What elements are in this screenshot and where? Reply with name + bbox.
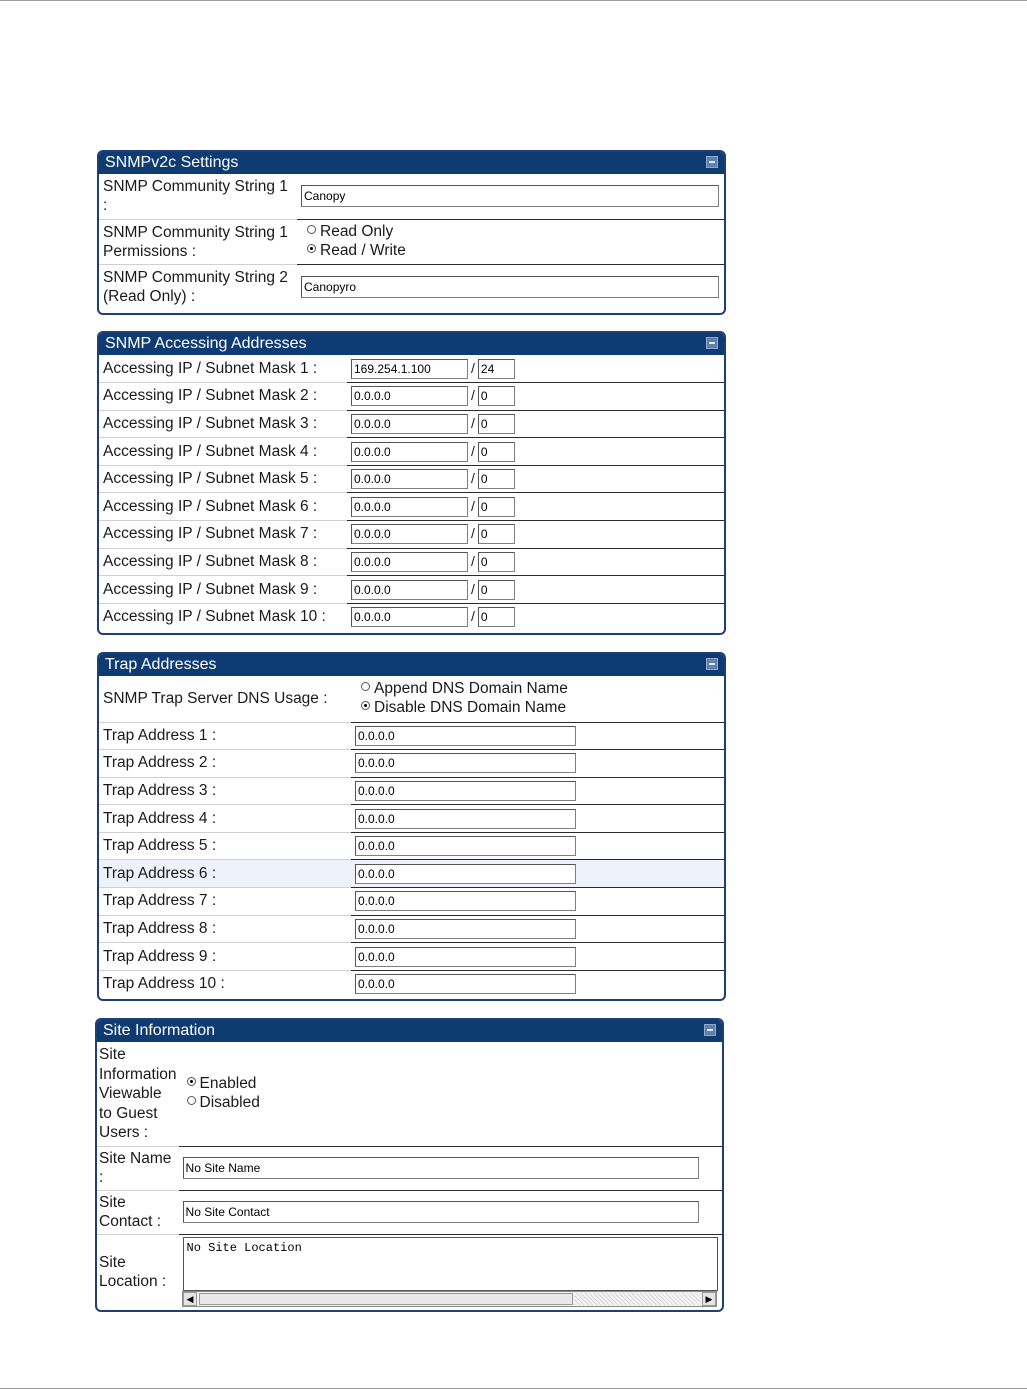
dns-usage-group (351, 676, 724, 722)
accessing-ip-input[interactable] (351, 414, 468, 434)
panel-title: SNMP Accessing Addresses (105, 335, 307, 352)
accessing-row (99, 548, 724, 576)
accessing-label: Accessing IP / Subnet Mask 3 : (99, 410, 347, 438)
collapse-icon[interactable] (706, 337, 718, 349)
trap-address-input[interactable] (355, 781, 576, 801)
accessing-label: Accessing IP / Subnet Mask 4 : (99, 438, 347, 466)
permissions-group (297, 219, 724, 264)
site-table (97, 1042, 722, 1310)
accessing-row (99, 410, 724, 438)
accessing-mask-input[interactable] (478, 607, 515, 627)
radio-read-write[interactable] (307, 244, 316, 253)
viewable-enabled-label: Enabled (199, 1075, 257, 1093)
trap-address-input[interactable] (355, 947, 576, 967)
accessing-label: Accessing IP / Subnet Mask 5 : (99, 465, 347, 493)
accessing-label: Accessing IP / Subnet Mask 8 : (99, 548, 347, 576)
site-name-input[interactable] (183, 1157, 699, 1179)
community2-label: SNMP Community String 2 (Read Only) : (103, 268, 288, 305)
scroll-thumb[interactable] (199, 1293, 573, 1305)
accessing-row (99, 383, 724, 411)
slash-separator: / (471, 525, 475, 542)
scroll-track[interactable] (575, 1293, 700, 1305)
trap-address-input[interactable] (355, 809, 576, 829)
trap-row (99, 805, 724, 833)
trap-label: Trap Address 5 : (99, 832, 351, 860)
accessing-mask-input[interactable] (478, 497, 515, 517)
trap-address-input[interactable] (355, 919, 576, 939)
accessing-label: Accessing IP / Subnet Mask 2 : (99, 383, 347, 411)
accessing-ip-input[interactable] (351, 359, 468, 379)
permission-read-only-label: Read Only (320, 223, 394, 240)
scroll-left-icon[interactable]: ◀ (183, 1292, 197, 1306)
accessing-mask-input[interactable] (478, 359, 515, 379)
trap-label: Trap Address 10 : (103, 975, 225, 993)
trap-row (99, 750, 724, 778)
viewable-label: Site Information Viewable to Guest Users : (97, 1042, 179, 1146)
site-location-textarea[interactable] (183, 1237, 718, 1291)
permission-option-read-only[interactable] (301, 223, 720, 242)
slash-separator: / (471, 580, 475, 597)
accessing-ip-input[interactable] (351, 607, 468, 627)
accessing-label: Accessing IP / Subnet Mask 1 : (99, 355, 347, 383)
dns-usage-label: SNMP Trap Server DNS Usage : (99, 676, 351, 722)
collapse-icon[interactable] (706, 658, 718, 670)
trap-row (99, 832, 724, 860)
trap-row (99, 943, 724, 971)
accessing-ip-input[interactable] (351, 386, 468, 406)
accessing-label: Accessing IP / Subnet Mask 9 : (99, 576, 347, 604)
accessing-mask-input[interactable] (478, 580, 515, 600)
permission-read-write-label: Read / Write (320, 242, 406, 259)
radio-disable-dns[interactable] (361, 701, 370, 710)
collapse-icon[interactable] (704, 1024, 716, 1036)
accessing-row (99, 465, 724, 493)
accessing-ip-input[interactable] (351, 497, 468, 517)
accessing-ip-input[interactable] (351, 552, 468, 572)
horizontal-scrollbar[interactable] (182, 1291, 717, 1307)
accessing-row (99, 355, 724, 383)
radio-read-only[interactable] (307, 225, 316, 234)
trap-label: Trap Address 4 : (99, 805, 351, 833)
accessing-row (99, 438, 724, 466)
slash-separator: / (471, 442, 475, 459)
accessing-mask-input[interactable] (478, 414, 515, 434)
trap-label: Trap Address 3 : (99, 777, 351, 805)
accessing-table (99, 355, 724, 631)
site-name-label: Site Name : (97, 1146, 179, 1190)
viewable-disabled-label: Disabled (199, 1094, 260, 1112)
trap-table (99, 676, 724, 998)
site-contact-input[interactable] (183, 1201, 699, 1223)
trap-address-input[interactable] (355, 726, 576, 746)
panel-header (99, 654, 724, 676)
slash-separator: / (471, 414, 475, 431)
accessing-row (99, 521, 724, 549)
dns-disable-label: Disable DNS Domain Name (374, 699, 567, 717)
site-contact-label: Site Contact : (97, 1190, 179, 1234)
dns-option-disable[interactable] (355, 699, 720, 718)
slash-separator: / (471, 470, 475, 487)
snmpv2c-table (99, 174, 724, 309)
accessing-panel (97, 331, 726, 635)
accessing-mask-input[interactable] (478, 524, 515, 544)
trap-label: Trap Address 6 : (99, 860, 351, 888)
site-panel (95, 1018, 724, 1312)
viewable-group (179, 1042, 722, 1146)
collapse-icon[interactable] (706, 156, 718, 168)
trap-row (99, 722, 724, 750)
slash-separator: / (471, 359, 475, 376)
trap-row (99, 970, 724, 998)
permissions-label: SNMP Community String 1 Permissions : (99, 219, 297, 264)
accessing-mask-input[interactable] (478, 442, 515, 462)
trap-address-input[interactable] (355, 891, 576, 911)
community1-input[interactable] (301, 185, 719, 207)
viewable-option-enabled[interactable] (183, 1075, 718, 1094)
panel-header (99, 152, 724, 174)
radio-append-dns[interactable] (361, 682, 370, 691)
community1-label: SNMP Community String 1 : (99, 174, 297, 219)
panel-title: SNMPv2c Settings (105, 154, 239, 171)
trap-row (99, 860, 724, 888)
trap-address-input[interactable] (355, 753, 576, 773)
accessing-ip-input[interactable] (351, 442, 468, 462)
accessing-ip-input[interactable] (351, 580, 468, 600)
slash-separator: / (471, 497, 475, 514)
accessing-ip-input[interactable] (351, 524, 468, 544)
trap-label: Trap Address 8 : (99, 915, 351, 943)
snmpv2c-panel (97, 150, 726, 315)
top-rule (0, 0, 1027, 1)
accessing-row (99, 603, 724, 631)
slash-separator: / (471, 387, 475, 404)
accessing-label: Accessing IP / Subnet Mask 7 : (99, 521, 347, 549)
trap-label: Trap Address 7 : (99, 888, 351, 916)
trap-panel (97, 652, 726, 1001)
panel-title: Site Information (103, 1022, 216, 1039)
accessing-mask-input[interactable] (478, 552, 515, 572)
site-location-label: Site Location : (99, 1253, 167, 1291)
panel-title: Trap Addresses (105, 656, 217, 673)
trap-row (99, 915, 724, 943)
panel-header (99, 333, 724, 355)
scroll-right-icon[interactable]: ▶ (702, 1292, 716, 1306)
slash-separator: / (471, 608, 475, 625)
trap-address-input[interactable] (355, 974, 576, 994)
accessing-label: Accessing IP / Subnet Mask 6 : (99, 493, 347, 521)
trap-address-input[interactable] (355, 836, 576, 856)
radio-enabled[interactable] (187, 1077, 196, 1086)
trap-row (99, 777, 724, 805)
panel-header (97, 1020, 722, 1042)
trap-label: Trap Address 1 : (99, 722, 351, 750)
dns-append-label: Append DNS Domain Name (374, 680, 568, 698)
viewable-option-disabled[interactable] (183, 1094, 718, 1113)
permission-option-read-write[interactable] (301, 242, 720, 261)
accessing-row (99, 576, 724, 604)
trap-address-input[interactable] (355, 864, 576, 884)
slash-separator: / (471, 552, 475, 569)
radio-disabled[interactable] (187, 1096, 196, 1105)
trap-label: Trap Address 2 : (99, 750, 351, 778)
accessing-mask-input[interactable] (478, 469, 515, 489)
accessing-row (99, 493, 724, 521)
accessing-mask-input[interactable] (478, 386, 515, 406)
trap-row (99, 888, 724, 916)
trap-label: Trap Address 9 : (99, 943, 351, 971)
accessing-ip-input[interactable] (351, 469, 468, 489)
accessing-label: Accessing IP / Subnet Mask 10 : (103, 608, 326, 626)
community2-input[interactable] (301, 276, 719, 298)
dns-option-append[interactable] (355, 680, 720, 699)
